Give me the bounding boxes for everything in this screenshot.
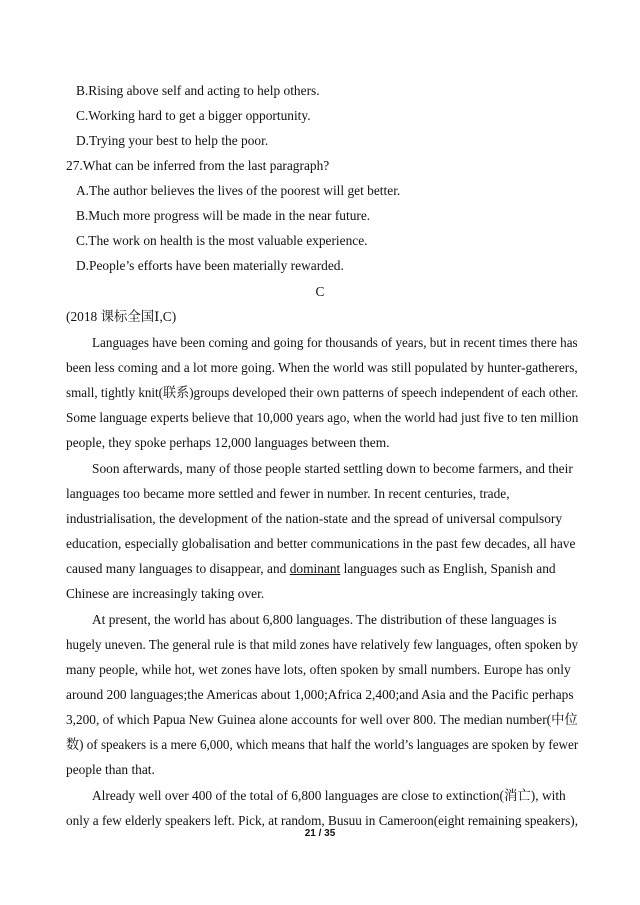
p2-line-4: education, especially globalisation and better communications in the past few decades, all have [66, 536, 576, 551]
q26-option-d: D.Trying your best to help the poor. [76, 133, 269, 148]
p1-line-3: small, tightly knit(联系)groups developed their own patterns of speech independent of each other. [66, 385, 579, 400]
p1-line-4: Some language experts believe that 10,000 years ago, when the world had just five to ten million [66, 410, 579, 425]
p3-line-3: many people, while hot, wet zones have lots, often spoken by small numbers. Europe has only [66, 662, 571, 677]
p1-line-5: people, they spoke perhaps 12,000 languages between them. [66, 435, 390, 450]
q27-option-c: C.The work on health is the most valuable experience. [76, 233, 368, 248]
p3-line-6: 数) of speakers is a mere 6,000, which means that half the world’s languages are spoken by fewer [66, 737, 579, 752]
p4-line-1: Already well over 400 of the total of 6,800 languages are close to extinction(消亡), with [92, 788, 566, 803]
p2-line-5-end: languages such as English, Spanish and [340, 561, 556, 576]
p3-line-7: people than that. [66, 762, 155, 777]
p2-line-5-start: caused many languages to disappear, and [66, 561, 290, 576]
p3-line-4: around 200 languages;the Americas about 1,000;Africa 2,400;and Asia and the Pacific perhaps [66, 687, 574, 702]
page-number: 21 / 35 [304, 828, 336, 839]
q27-option-d: D.People’s efforts have been materially rewarded. [76, 258, 344, 273]
p1-line-1: Languages have been coming and going for thousands of years, but in recent times there has [92, 335, 578, 350]
p2-line-6: Chinese are increasingly taking over. [66, 586, 265, 601]
p1-line-2: been less coming and a lot more going. When the world was still populated by hunter-gatherers, [66, 360, 578, 375]
p3-line-5: 3,200, of which Papua New Guinea alone accounts for well over 800. The median number(中位 [66, 712, 578, 727]
section-letter: C [315, 284, 325, 299]
p3-line-1: At present, the world has about 6,800 languages. The distribution of these languages is [92, 612, 557, 627]
q27-option-a: A.The author believes the lives of the poorest will get better. [76, 183, 401, 198]
p3-line-2: hugely uneven. The general rule is that mild zones have relatively few languages, often spoken by [66, 637, 579, 652]
q27-stem: 27.What can be inferred from the last paragraph? [66, 158, 330, 173]
underlined-word-dominant: dominant [289, 561, 341, 576]
q26-option-b: B.Rising above self and acting to help others. [76, 83, 320, 98]
source-label: (2018 课标全国Ⅰ,C) [66, 309, 177, 324]
p2-line-2: languages too became more settled and fewer in number. In recent centuries, trade, [66, 486, 510, 501]
q27-option-b: B.Much more progress will be made in the near future. [76, 208, 371, 223]
p2-line-3: industrialisation, the development of the nation-state and the spread of universal compulsory [66, 511, 563, 526]
q26-option-c: C.Working hard to get a bigger opportunity. [76, 108, 311, 123]
p4-line-2: only a few elderly speakers left. Pick, at random, Busuu in Cameroon(eight remaining speakers), [66, 813, 579, 828]
p2-line-5 [66, 561, 556, 577]
p2-line-1: Soon afterwards, many of those people started settling down to become farmers, and their [92, 461, 573, 476]
